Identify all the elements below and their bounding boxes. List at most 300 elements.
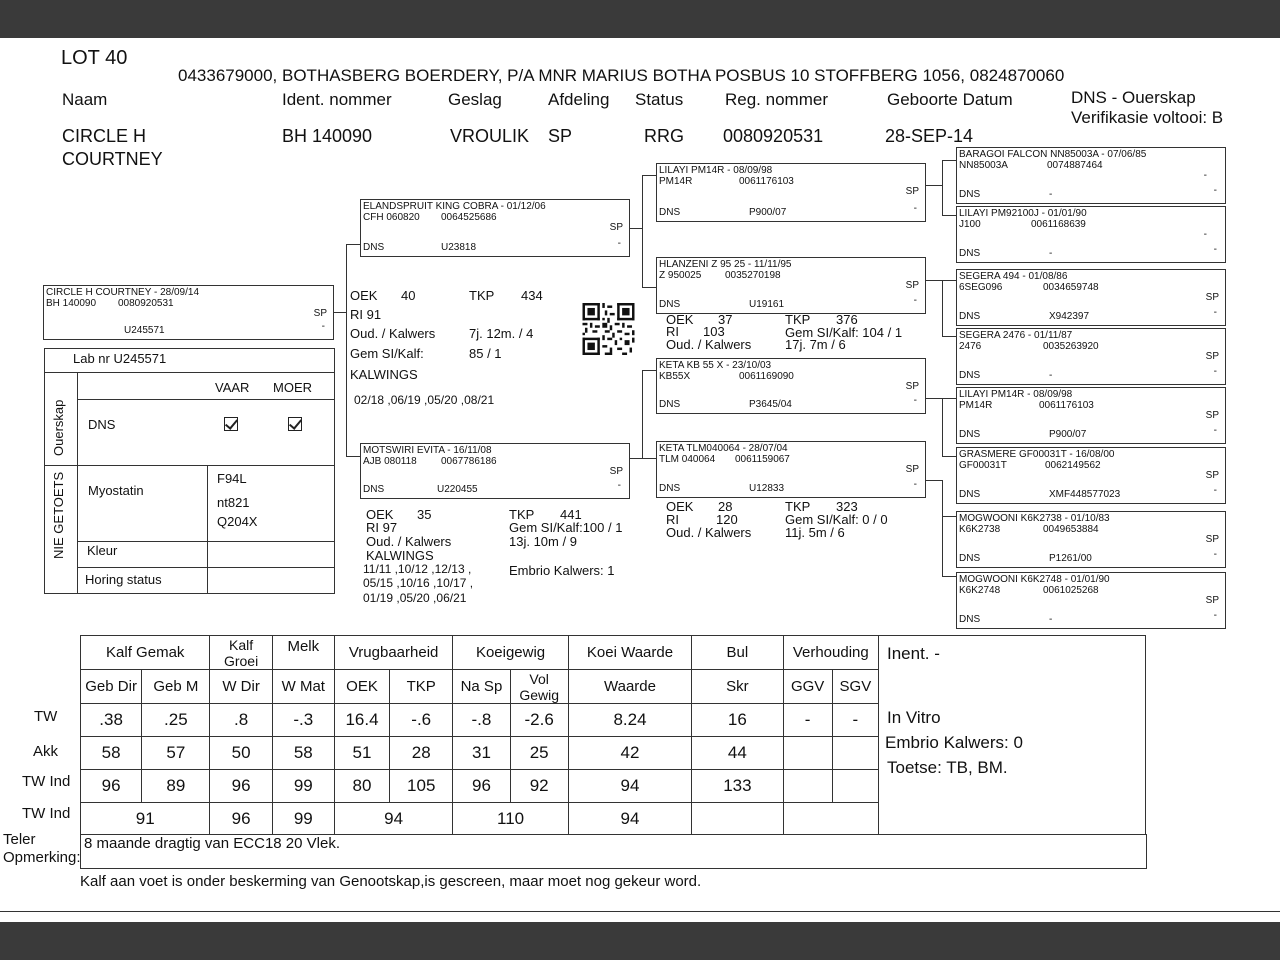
ggp-reg: 0061168639 (1031, 219, 1086, 230)
gp-id: PM14R (659, 176, 693, 187)
connector (642, 458, 656, 459)
subheader-row (81, 670, 879, 704)
twind-cell: 94 (568, 770, 691, 803)
subhead: W Mat (272, 670, 334, 704)
akk-cell: 28 (390, 737, 453, 770)
myostatin-label: Myostatin (88, 483, 144, 498)
self-code: U245571 (124, 325, 165, 336)
damsire-tkp-value: 323 (836, 499, 858, 514)
akk-cell: 50 (210, 737, 272, 770)
ggp-dns: DNS (959, 489, 981, 500)
divider (77, 372, 78, 594)
dam-dates-1: 11/11 ,10/12 ,12/13 , (363, 562, 472, 576)
animal-reg: 0080920531 (723, 126, 824, 146)
kleur-label: Kleur (87, 543, 118, 558)
gp-dash: - (913, 395, 917, 406)
akk-cell: 58 (81, 737, 142, 770)
great-grandparent-box (956, 147, 1226, 204)
subhead: W Dir (210, 670, 272, 704)
sire-code: U23818 (441, 242, 477, 253)
lot-number: LOT 40 (61, 47, 128, 69)
subhead: Waarde (568, 670, 691, 704)
damsire-ri-value: 120 (716, 512, 738, 527)
label-naam: Naam (62, 90, 108, 109)
gp-code: U12833 (749, 483, 785, 494)
connector (926, 280, 942, 281)
subhead: GGV (783, 670, 832, 704)
twind-cell: 105 (390, 770, 453, 803)
ggp-code: XMF448577023 (1049, 489, 1121, 500)
great-grandparent-box (956, 269, 1226, 326)
divider (207, 465, 208, 594)
gp-reg: 0061169090 (739, 371, 794, 382)
horing-label: Horing status (85, 572, 162, 587)
self-oek-label: OEK (350, 288, 378, 303)
label-dns: DNS - Ouerskap (1071, 88, 1196, 107)
self-ri: RI 91 (350, 307, 382, 322)
vaar-check-icon (224, 417, 238, 431)
dam-pedigree-box (360, 443, 630, 499)
nie-getoets-vertical-label: NIE GETOETS (51, 471, 66, 559)
gp-code: U19161 (749, 299, 785, 310)
lab-panel (44, 348, 335, 594)
dam-oud-label: Oud. / Kalwers (366, 534, 452, 549)
gp-title: HLANZENI Z 95 25 - 11/11/95 (659, 259, 792, 270)
dam-dates-2: 05/15 ,10/16 ,10/17 , (363, 576, 474, 590)
dam-tkp-label: TKP (509, 507, 535, 522)
ggp-reg: 0074887464 (1047, 160, 1103, 171)
dam-oek-value: 35 (417, 507, 432, 522)
akk-cell: 58 (272, 737, 334, 770)
ggp-dns: DNS (959, 189, 981, 200)
self-reg: 0080920531 (118, 298, 174, 309)
gp-sp: SP (905, 280, 919, 291)
self-kalwings: KALWINGS (350, 367, 418, 382)
divider (77, 541, 334, 542)
gp-id: TLM 040064 (659, 454, 716, 465)
sire-dash: - (617, 238, 621, 249)
ggp-id: K6K2738 (959, 524, 1001, 535)
grandparent-box (656, 163, 926, 222)
dam-code: U220455 (437, 484, 478, 495)
connector (642, 370, 656, 371)
inent: Inent. - (887, 644, 940, 663)
connector (942, 576, 956, 577)
connector (334, 312, 346, 313)
twind-cell: 96 (210, 770, 272, 803)
grandparent-box (656, 257, 926, 314)
owner-line: 0433679000, BOTHASBERG BOERDERY, P/A MNR MARIUS BOTHA POSBUS 10 STOFFBERG 1056, 0824870060 (178, 66, 1065, 85)
subhead: TKP (390, 670, 453, 704)
subhead: SGV (832, 670, 878, 704)
ggp-id: GF00031T (959, 460, 1007, 471)
ggp-dash: - (1213, 485, 1217, 496)
qr-code-icon (582, 303, 635, 355)
toetse: Toetse: TB, BM. (887, 758, 1008, 777)
top-bar (0, 0, 1280, 38)
dam-dash: - (617, 480, 621, 491)
footer-note: Kalf aan voet is onder beskerming van Genootskap,is gescreen, maar moet nog gekeur word. (80, 873, 702, 890)
gp-dns: DNS (659, 207, 681, 218)
group-kalf-groei: Kalf Groei (210, 636, 272, 670)
great-grandparent-box (956, 572, 1226, 629)
animal-geslag: VROULIK (450, 126, 530, 146)
ggp-id: 6SEG096 (959, 282, 1003, 293)
group-koeigewig: Koeigewig (453, 636, 568, 670)
ggp-title: SEGERA 2476 - 01/11/87 (959, 330, 1073, 341)
ggp-title: LILAYI PM92100J - 01/01/90 (959, 208, 1087, 219)
gp-id: KB55X (659, 371, 691, 382)
gp-dash: - (913, 479, 917, 490)
sire-dns: DNS (363, 242, 385, 253)
label-geboorte: Geboorte Datum (887, 90, 1013, 109)
subhead: Geb M (142, 670, 210, 704)
ggp-dns: DNS (959, 553, 981, 564)
gp-dash: - (913, 295, 917, 306)
connector (942, 516, 956, 517)
ggp-reg: 0049653884 (1043, 524, 1099, 535)
gp-code: P3645/04 (749, 399, 792, 410)
ggp-title: LILAYI PM14R - 08/09/98 (959, 389, 1073, 400)
ggp-code: P900/07 (1049, 429, 1087, 440)
connector (642, 175, 643, 287)
ggp-title: MOGWOONI K6K2748 - 01/01/90 (959, 574, 1110, 585)
connector (926, 398, 942, 399)
ggp-code: - (1049, 614, 1053, 625)
group-kalf-gemak: Kalf Gemak (81, 636, 210, 670)
ggp-sp: SP (1205, 470, 1219, 481)
twind-cell: 133 (692, 770, 783, 803)
tw-row (81, 704, 879, 737)
gp-sp: SP (905, 186, 919, 197)
breeding-values-table (80, 635, 879, 836)
ggp-id: PM14R (959, 400, 993, 411)
akk-cell: 51 (334, 737, 389, 770)
ggp-mid: - (1203, 170, 1207, 181)
tw-cell: -2.6 (510, 704, 568, 737)
twind-group-cell: 94 (334, 803, 452, 836)
connector (942, 456, 956, 457)
akk-cell: 44 (692, 737, 783, 770)
dam-dns: DNS (363, 484, 385, 495)
sire-tkp-label: TKP (785, 312, 811, 327)
dns-label: DNS (88, 417, 116, 432)
self-tkp-label: TKP (469, 288, 495, 303)
animal-name-2: COURTNEY (62, 149, 163, 169)
moer-header: MOER (273, 380, 312, 395)
gp-dash: - (913, 203, 917, 214)
ggp-id: J100 (959, 219, 981, 230)
dam-sp: SP (609, 466, 623, 477)
sire-gem: Gem SI/Kalf: 104 / 1 (785, 325, 903, 340)
sire-id: CFH 060820 (363, 212, 420, 223)
tw-cell: - (783, 704, 832, 737)
tw-cell: 8.24 (568, 704, 691, 737)
subhead: Skr (692, 670, 783, 704)
remarks-label-opmerking: Opmerking: (3, 849, 81, 866)
self-title: CIRCLE H COURTNEY - 28/09/14 (46, 287, 200, 298)
great-grandparent-box (956, 206, 1226, 263)
dam-ri: RI 97 (366, 520, 398, 535)
akk-cell (832, 737, 878, 770)
twind-cell: 96 (453, 770, 510, 803)
gp-dns: DNS (659, 483, 681, 494)
self-oud-value: 7j. 12m. / 4 (469, 326, 534, 341)
subhead: OEK (334, 670, 389, 704)
self-sp: SP (313, 308, 327, 319)
dam-kalwings: KALWINGS (366, 548, 434, 563)
animal-geboorte: 28-SEP-14 (885, 126, 974, 146)
group-verhouding: Verhouding (783, 636, 878, 670)
damsire-gem: Gem SI/Kalf: 0 / 0 (785, 512, 888, 527)
connector (942, 160, 943, 215)
in-vitro: In Vitro (887, 708, 941, 727)
animal-status: RRG (644, 126, 684, 146)
akk-row (81, 737, 879, 770)
dam-tkp-value: 441 (560, 507, 582, 522)
sire-oud-label: Oud. / Kalwers (666, 337, 752, 352)
ggp-sp: SP (1205, 534, 1219, 545)
sire-oud-value: 17j. 7m / 6 (785, 337, 846, 352)
dam-reg: 0067786186 (441, 456, 497, 467)
group-header-row (81, 636, 879, 670)
ggp-code: P1261/00 (1049, 553, 1092, 564)
ggp-sp: SP (1205, 410, 1219, 421)
tw-cell: -.8 (453, 704, 510, 737)
vaar-header: VAAR (215, 380, 250, 395)
sire-reg: 0064525686 (441, 212, 497, 223)
ggp-code: - (1049, 189, 1053, 200)
connector (346, 244, 360, 245)
gp-sp: SP (905, 381, 919, 392)
sire-title: ELANDSPRUIT KING COBRA - 01/12/06 (363, 201, 546, 212)
twind-cell: 80 (334, 770, 389, 803)
divider (77, 567, 334, 568)
ggp-title: SEGERA 494 - 01/08/86 (959, 271, 1068, 282)
row-label-twind-2: TW Ind (22, 805, 71, 822)
ggp-reg: 0034659748 (1043, 282, 1099, 293)
tw-cell: .38 (81, 704, 142, 737)
ggp-sp: SP (1205, 292, 1219, 303)
label-status: Status (635, 90, 684, 109)
self-gem-label: Gem SI/Kalf: (350, 346, 424, 361)
akk-cell: 25 (510, 737, 568, 770)
twind-row (81, 770, 879, 803)
twind-cell: 89 (142, 770, 210, 803)
self-oud-label: Oud. / Kalwers (350, 326, 436, 341)
myostatin-f94l: F94L (217, 471, 247, 486)
tw-cell: -.6 (390, 704, 453, 737)
ggp-dash: - (1213, 307, 1217, 318)
sire-oek-label: OEK (666, 312, 694, 327)
sire-ri-value: 103 (703, 324, 725, 339)
dam-oud-value: 13j. 10m / 9 (509, 534, 577, 549)
twind-cell: 92 (510, 770, 568, 803)
grandparent-box (656, 441, 926, 498)
connector (942, 480, 943, 576)
lab-number: Lab nr U245571 (73, 351, 167, 366)
ggp-reg: 0062149562 (1045, 460, 1101, 471)
sire-sp: SP (609, 222, 623, 233)
ggp-title: MOGWOONI K6K2738 - 01/10/83 (959, 513, 1110, 524)
twind-group-cell (783, 803, 878, 836)
divider (77, 399, 334, 400)
group-koei-waarde: Koei Waarde (568, 636, 691, 670)
ggp-dash: - (1213, 185, 1217, 196)
side-panel (878, 635, 1146, 835)
ggp-dns: DNS (959, 370, 981, 381)
damsire-oud-value: 11j. 5m / 6 (785, 525, 845, 540)
gp-title: KETA KB 55 X - 23/10/03 (659, 360, 772, 371)
connector (942, 398, 956, 399)
connector (942, 160, 956, 161)
remarks-label-teler: Teler (3, 831, 36, 848)
ggp-reg: 0035263920 (1043, 341, 1099, 352)
myostatin-q204x: Q204X (217, 514, 258, 529)
great-grandparent-box (956, 447, 1226, 504)
row-label-tw: TW (34, 708, 58, 725)
grandparent-box (656, 358, 926, 414)
ggp-sp: SP (1205, 351, 1219, 362)
self-oek-value: 40 (401, 288, 416, 303)
connector (630, 458, 642, 459)
ggp-dns: DNS (959, 429, 981, 440)
twind-cell: 99 (272, 770, 334, 803)
ggp-reg: 0061025268 (1043, 585, 1099, 596)
ggp-id: NN85003A (959, 160, 1008, 171)
tw-cell: -.3 (272, 704, 334, 737)
akk-cell: 57 (142, 737, 210, 770)
connector (642, 370, 643, 458)
row-label-akk: Akk (33, 743, 59, 760)
self-gem-value: 85 / 1 (469, 346, 502, 361)
divider (45, 372, 334, 373)
gp-reg: 0061176103 (739, 176, 794, 187)
sire-pedigree-box (360, 199, 630, 257)
subhead: Na Sp (453, 670, 510, 704)
connector (942, 336, 956, 337)
great-grandparent-box (956, 387, 1226, 444)
label-geslag: Geslag (448, 90, 502, 109)
connector (926, 185, 942, 186)
sire-ri-label: RI (666, 324, 679, 339)
tw-cell: 16.4 (334, 704, 389, 737)
gp-id: Z 950025 (659, 270, 702, 281)
connector (942, 398, 943, 456)
twind-group-cell: 99 (272, 803, 334, 836)
dam-gem: Gem SI/Kalf:100 / 1 (509, 520, 623, 535)
gp-dns: DNS (659, 299, 681, 310)
great-grandparent-box (956, 328, 1226, 385)
dam-embrio: Embrio Kalwers: 1 (509, 563, 615, 578)
dam-oek-label: OEK (366, 507, 394, 522)
moer-check-icon (288, 417, 302, 431)
ggp-code: - (1049, 248, 1053, 259)
akk-cell: 42 (568, 737, 691, 770)
connector (630, 228, 642, 229)
akk-cell: 31 (453, 737, 510, 770)
tw-cell: - (832, 704, 878, 737)
ggp-id: K6K2748 (959, 585, 1001, 596)
group-melk: Melk (272, 636, 334, 670)
self-id: BH 140090 (46, 298, 97, 309)
twind-group-row (81, 803, 879, 836)
animal-ident: BH 140090 (282, 126, 373, 146)
connector (942, 280, 943, 336)
twind-cell (832, 770, 878, 803)
sire-oek-value: 37 (718, 312, 733, 327)
ggp-dash: - (1213, 366, 1217, 377)
great-grandparent-box (956, 511, 1226, 568)
group-vrugbaarheid: Vrugbaarheid (334, 636, 452, 670)
gp-code: P900/07 (749, 207, 787, 218)
tw-cell: .8 (210, 704, 272, 737)
self-kalwings-dates: 02/18 ,06/19 ,05/20 ,08/21 (354, 393, 495, 407)
label-reg: Reg. nommer (725, 90, 828, 109)
gp-title: KETA TLM040064 - 28/07/04 (659, 443, 788, 454)
twind-group-cell: 94 (568, 803, 691, 836)
myostatin-nt821: nt821 (217, 495, 250, 510)
label-afdeling: Afdeling (548, 90, 610, 109)
ggp-dash: - (1213, 549, 1217, 560)
self-pedigree-box (43, 285, 334, 340)
connector (926, 480, 942, 481)
self-tkp-value: 434 (521, 288, 543, 303)
ggp-id: 2476 (959, 341, 982, 352)
row-label-twind: TW Ind (22, 773, 71, 790)
ggp-code: X942397 (1049, 311, 1090, 322)
connector (642, 175, 656, 176)
gp-title: LILAYI PM14R - 08/09/98 (659, 165, 773, 176)
remarks-text: 8 maande dragtig van ECC18 20 Vlek. (84, 835, 340, 852)
twind-group-cell: 91 (81, 803, 210, 836)
ggp-dns: DNS (959, 614, 981, 625)
twind-group-cell: 110 (453, 803, 568, 836)
dam-id: AJB 080118 (363, 456, 417, 467)
damsire-oek-label: OEK (666, 499, 694, 514)
ggp-dns: DNS (959, 248, 981, 259)
group-bul: Bul (692, 636, 783, 670)
bottom-bar (0, 922, 1280, 960)
twind-cell (783, 770, 832, 803)
connector (642, 287, 656, 288)
twind-group-cell (692, 803, 783, 836)
dam-dates-3: 01/19 ,05/20 ,06/21 (363, 591, 467, 605)
gp-dns: DNS (659, 399, 681, 410)
damsire-oud-label: Oud. / Kalwers (666, 525, 752, 540)
remarks-box (80, 834, 1147, 869)
dam-title: MOTSWIRI EVITA - 16/11/08 (363, 445, 492, 456)
subhead: Vol Gewig (510, 670, 568, 704)
twind-cell: 96 (81, 770, 142, 803)
ggp-title: BARAGOI FALCON NN85003A - 07/06/85 (959, 149, 1147, 160)
ggp-dash: - (1213, 610, 1217, 621)
ggp-dns: DNS (959, 311, 981, 322)
akk-cell (783, 737, 832, 770)
embrio-kalwers: Embrio Kalwers: 0 (885, 733, 1023, 752)
ggp-code: - (1049, 370, 1053, 381)
sire-tkp-value: 376 (836, 312, 858, 327)
animal-name-1: CIRCLE H (62, 126, 147, 146)
ggp-mid: - (1203, 229, 1207, 240)
divider (45, 465, 334, 466)
ggp-sp: SP (1205, 595, 1219, 606)
ggp-title: GRASMERE GF00031T - 16/08/00 (959, 449, 1115, 460)
tw-cell: .25 (142, 704, 210, 737)
ouerskap-vertical-label: Ouerskap (51, 399, 66, 456)
damsire-tkp-label: TKP (785, 499, 811, 514)
connector (942, 280, 956, 281)
